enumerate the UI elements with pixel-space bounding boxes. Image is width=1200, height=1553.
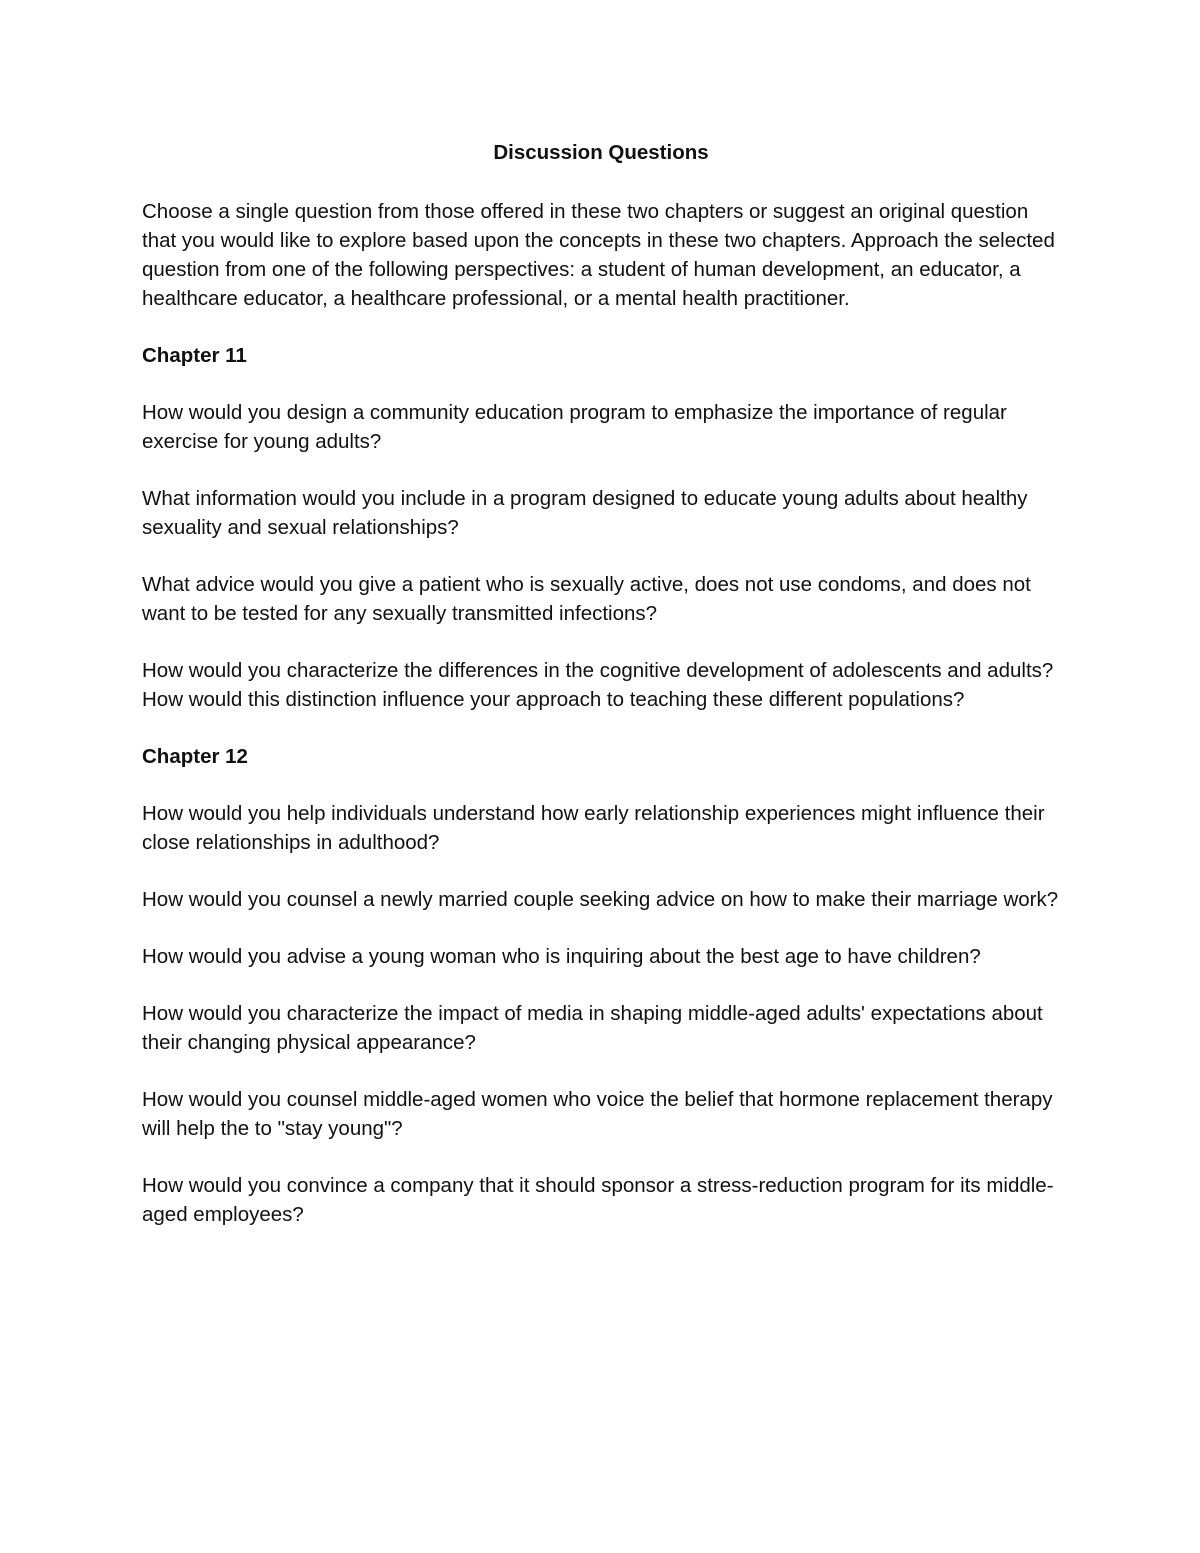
document-page bbox=[142, 137, 1060, 1257]
question-item: How would you characterize the impact of media in shaping middle-aged adults' expectations about their changing physical appearance? bbox=[142, 1002, 1043, 1054]
question-item: How would you design a community education program to emphasize the importance of regular exercise for young adults? bbox=[142, 401, 1007, 453]
question-item: How would you counsel a newly married couple seeking advice on how to make their marriage work? bbox=[142, 888, 1059, 911]
question-item: How would you convince a company that it should sponsor a stress-reduction program for its middle-aged employees? bbox=[142, 1174, 1054, 1226]
question-item: What advice would you give a patient who is sexually active, does not use condoms, and does not want to be tested for any sexually transmitted infections? bbox=[142, 573, 1031, 625]
question-item: How would you counsel middle-aged women who voice the belief that hormone replacement therapy will help the to "stay young"? bbox=[142, 1088, 1053, 1140]
intro-paragraph: Choose a single question from those offered in these two chapters or suggest an original question that you would like to explore based upon the concepts in these two chapters. Approach the selected question from one of the following perspectives: a student of human development, an educator, a healthcare educator, a healthcare professional, or a mental health practitioner. bbox=[142, 200, 1055, 310]
chapter-section-11 bbox=[142, 341, 1060, 714]
chapter-heading: Chapter 11 bbox=[142, 344, 247, 367]
chapter-section-12 bbox=[142, 742, 1060, 1229]
question-item: What information would you include in a program designed to educate young adults about healthy sexuality and sexual relationships? bbox=[142, 487, 1028, 539]
question-item: How would you help individuals understand how early relationship experiences might influence their close relationships in adulthood? bbox=[142, 802, 1045, 854]
chapter-heading: Chapter 12 bbox=[142, 745, 248, 768]
document-title: Discussion Questions bbox=[493, 141, 709, 164]
question-item: How would you advise a young woman who is inquiring about the best age to have children? bbox=[142, 945, 981, 968]
question-item: How would you characterize the differences in the cognitive development of adolescents and adults? How would this distinction influence your approach to teaching these different populations? bbox=[142, 659, 1054, 711]
